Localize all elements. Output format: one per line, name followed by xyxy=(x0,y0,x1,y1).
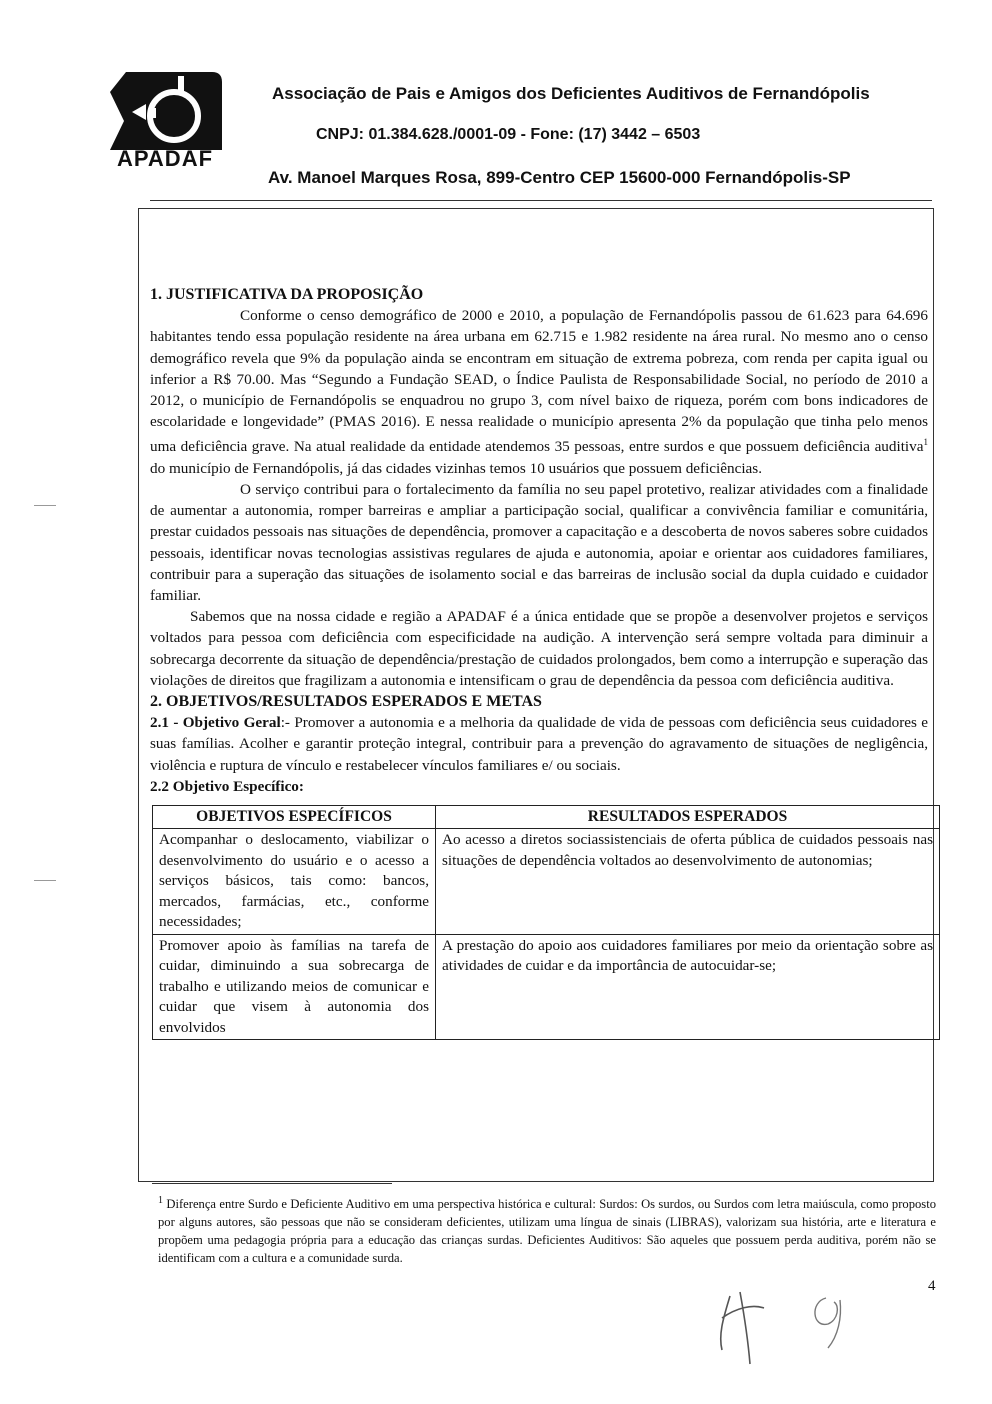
section-2-heading: 2. OBJETIVOS/RESULTADOS ESPERADOS E METAS xyxy=(150,692,542,710)
general-objective-label: 2.1 - Objetivo Geral xyxy=(150,714,281,732)
logo-text: APADAF xyxy=(116,146,214,171)
header-divider xyxy=(150,200,932,201)
handwritten-initials xyxy=(700,1278,900,1368)
footnote-divider xyxy=(152,1183,392,1184)
table-row xyxy=(153,829,940,935)
general-objective-text: :- Promover a autonomia e a melhoria da qualidade de vida de pessoas com deficiência seus cuidadores e suas famílias. Acolher e garantir proteção integral, contribuir para a prevenção do agravamento de situações de negligência, violência e ruptura de vínculo e restabelecer vínculos familiares e/ ou sociais. xyxy=(150,714,928,774)
footnote-reference: 1 xyxy=(923,437,928,448)
specific-objective-label: 2.2 Objetivo Específico: xyxy=(150,777,304,795)
table-cell: Acompanhar o deslocamento, viabilizar o desenvolvimento do usuário e o acesso a serviços básicos, tais como: bancos, mercados, farmácias, etc., conforme necessidades; xyxy=(153,829,436,935)
footnote xyxy=(158,1192,936,1267)
table-cell: Ao acesso a diretos sociassistenciais de oferta pública de cuidados pessoais nas situações de dependência voltados ao desenvolvimento de autonomias; xyxy=(436,829,940,935)
table-header-row xyxy=(153,805,940,829)
paragraph-1-text-end: do município de Fernandópolis, já das cidades vizinhas temos 10 usuários que possuem deficiências. xyxy=(150,459,763,477)
page-number: 4 xyxy=(928,1278,936,1294)
paragraph-1-text: Conforme o censo demográfico de 2000 e 2010, a população de Fernandópolis passou de 61.623 para 64.696 habitantes tendo essa população residente na área urbana em 62.715 e 1.982 residente na área rural. No mesmo ano o censo demográfico revela que 9% da população ainda se encontram em situação de extrema pobreza, com renda per capita igual ou inferior a R$ 70.00. Mas “Segundo a Fundação SEAD, o Índice Paulista de Responsabilidade Social, no período de 2010 a 2012, o município de Fernandópolis se enquadrou no grupo 3, com nível baixo de riqueza, porém com bons indicadores de escolaridade e longevidade” (PMAS 2016). E nessa realidade o município apresenta 2% da população que tinha pelo menos uma deficiência grave. Na atual realidade da entidade atendemos 35 pessoas, entre surdos e que possuem deficiência auditiva xyxy=(150,307,928,456)
paragraph-1 xyxy=(150,305,928,479)
table-row xyxy=(153,934,940,1040)
address: Av. Manoel Marques Rosa, 899-Centro CEP 15600-000 Fernandópolis-SP xyxy=(268,168,851,187)
footnote-marker: 1 xyxy=(158,1195,163,1206)
footnote-text: Diferença entre Surdo e Deficiente Auditivo em uma perspectiva histórica e cultural: Surdos: Os surdos, ou Surdos com letra maiúscula, como proposto por alguns autores, são pessoas que não se consideram deficientes, utilizam uma língua de sinais (LIBRAS), valorizam sua história, arte e literatura e propõem uma pedagogia própria para a educação das crianças surdas. Deficientes Auditivos: São aqueles que possuem perda auditiva, porém não se identificam com a cultura e a comunidade surda. xyxy=(158,1197,936,1266)
section-1-heading: 1. JUSTIFICATIVA DA PROPOSIÇÃO xyxy=(150,286,424,303)
margin-mark xyxy=(34,505,56,506)
column-header: OBJETIVOS ESPECÍFICOS xyxy=(153,805,436,829)
column-header: RESULTADOS ESPERADOS xyxy=(436,805,940,829)
general-objective xyxy=(150,712,928,776)
objectives-table xyxy=(152,805,940,1041)
cnpj-phone: CNPJ: 01.384.628./0001-09 - Fone: (17) 3442 – 6503 xyxy=(316,126,701,143)
paragraph-2: O serviço contribui para o fortalecimento da família no seu papel protetivo, realizar atividades com a finalidade de aumentar a autonomia, romper barreiras e ampliar a participação social, qualificar a convivência familiar e comunitária, prestar cuidados pessoais nas situações de dependência, promover a capacitação e a descoberta de novos saberes sobre cuidados pessoais, identificar novas tecnologias assistivas regulares de ajuda e autonomia, apoiar e orientar aos cuidadores familiares, contribuir para a superação das situações de isolamento social e das barreiras de inclusão social da dupla cuidado e cuidador familiar. xyxy=(150,480,928,604)
document-body xyxy=(150,284,933,1040)
table-cell: Promover apoio às famílias na tarefa de cuidar, diminuindo a sua sobrecarga de trabalho e utilizando meios de comunicar e cuidar que visem à autonomia dos envolvidos xyxy=(153,934,436,1040)
margin-mark xyxy=(34,880,56,881)
organization-name: Associação de Pais e Amigos dos Deficientes Auditivos de Fernandópolis xyxy=(272,84,870,103)
table-cell: A prestação do apoio aos cuidadores familiares por meio da orientação sobre as atividades de cuidar e da importância de autocuidar-se; xyxy=(436,934,940,1040)
paragraph-3: Sabemos que na nossa cidade e região a APADAF é a única entidade que se propõe a desenvolver projetos e serviços voltados para pessoa com deficiência com especificidade na audição. A intervenção será sempre voltada para diminuir a sobrecarga decorrente da situação de dependência/prestação de cuidados prolongados, bem como a interrupção e superação das violações de direitos que fragilizam a autonomia e intensificam o grau de dependência da pessoa com deficiência auditiva. xyxy=(150,608,928,689)
